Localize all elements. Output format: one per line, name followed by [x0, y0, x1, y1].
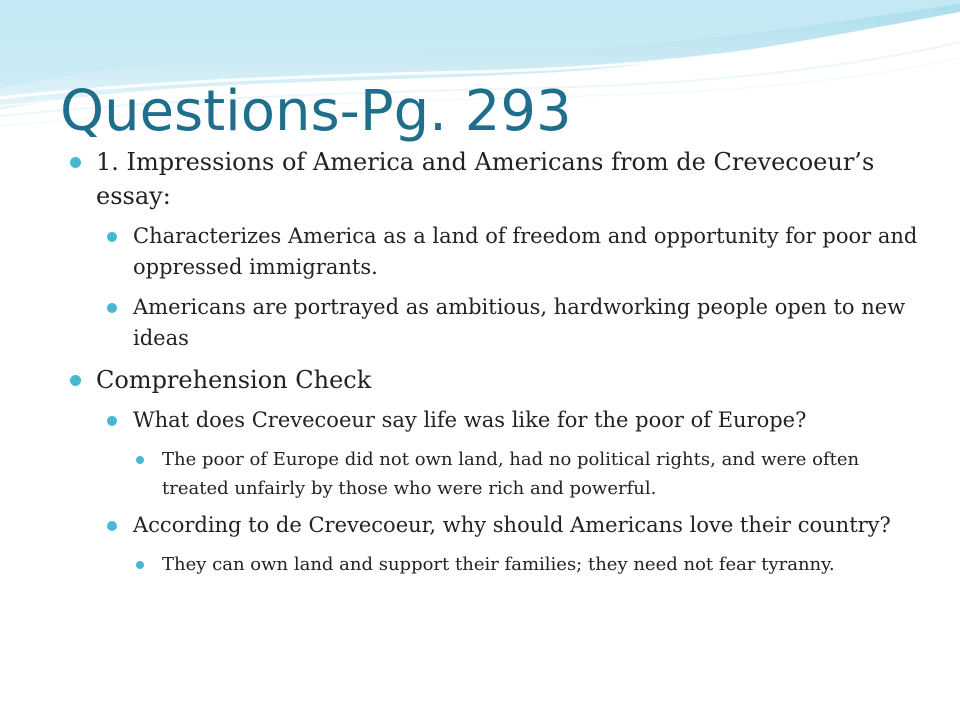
bullet-impressions — [70, 145, 920, 213]
bullet-text: They can own land and support their families; they need not fear tyranny. — [162, 554, 835, 575]
bullet-text: The poor of Europe did not own land, had no political rights, and were often treated unfairly by those who were rich and powerful. — [162, 449, 860, 499]
bullet-text: What does Crevecoeur say life was like for the poor of Europe? — [133, 408, 807, 432]
bullet-dot-icon — [107, 232, 117, 242]
sub-bullet-question-poor — [107, 405, 920, 436]
slide-body — [70, 145, 920, 586]
bullet-comprehension-check — [70, 363, 920, 397]
bullet-text: 1. Impressions of America and Americans from de Crevecoeur’s essay: — [96, 148, 875, 210]
bullet-dot-icon — [70, 157, 81, 168]
bullet-dot-icon — [107, 521, 117, 531]
sub-bullet-ambitious — [107, 292, 920, 354]
sub-bullet-freedom — [107, 221, 920, 283]
answer-own-land — [136, 550, 920, 579]
bullet-text: According to de Crevecoeur, why should Americans love their country? — [133, 513, 891, 537]
bullet-dot-icon — [107, 303, 117, 313]
bullet-text: Characterizes America as a land of freedom and opportunity for poor and oppressed immigrants. — [133, 224, 918, 279]
answer-poor-of-europe — [136, 445, 920, 503]
bullet-text: Americans are portrayed as ambitious, hardworking people open to new ideas — [133, 295, 906, 350]
bullet-dot-icon — [70, 375, 81, 386]
bullet-dot-icon — [136, 456, 144, 464]
sub-bullet-question-love — [107, 510, 920, 541]
bullet-dot-icon — [136, 561, 144, 569]
bullet-text: Comprehension Check — [96, 366, 372, 394]
slide-title: Questions-Pg. 293 — [60, 79, 572, 144]
bullet-dot-icon — [107, 416, 117, 426]
